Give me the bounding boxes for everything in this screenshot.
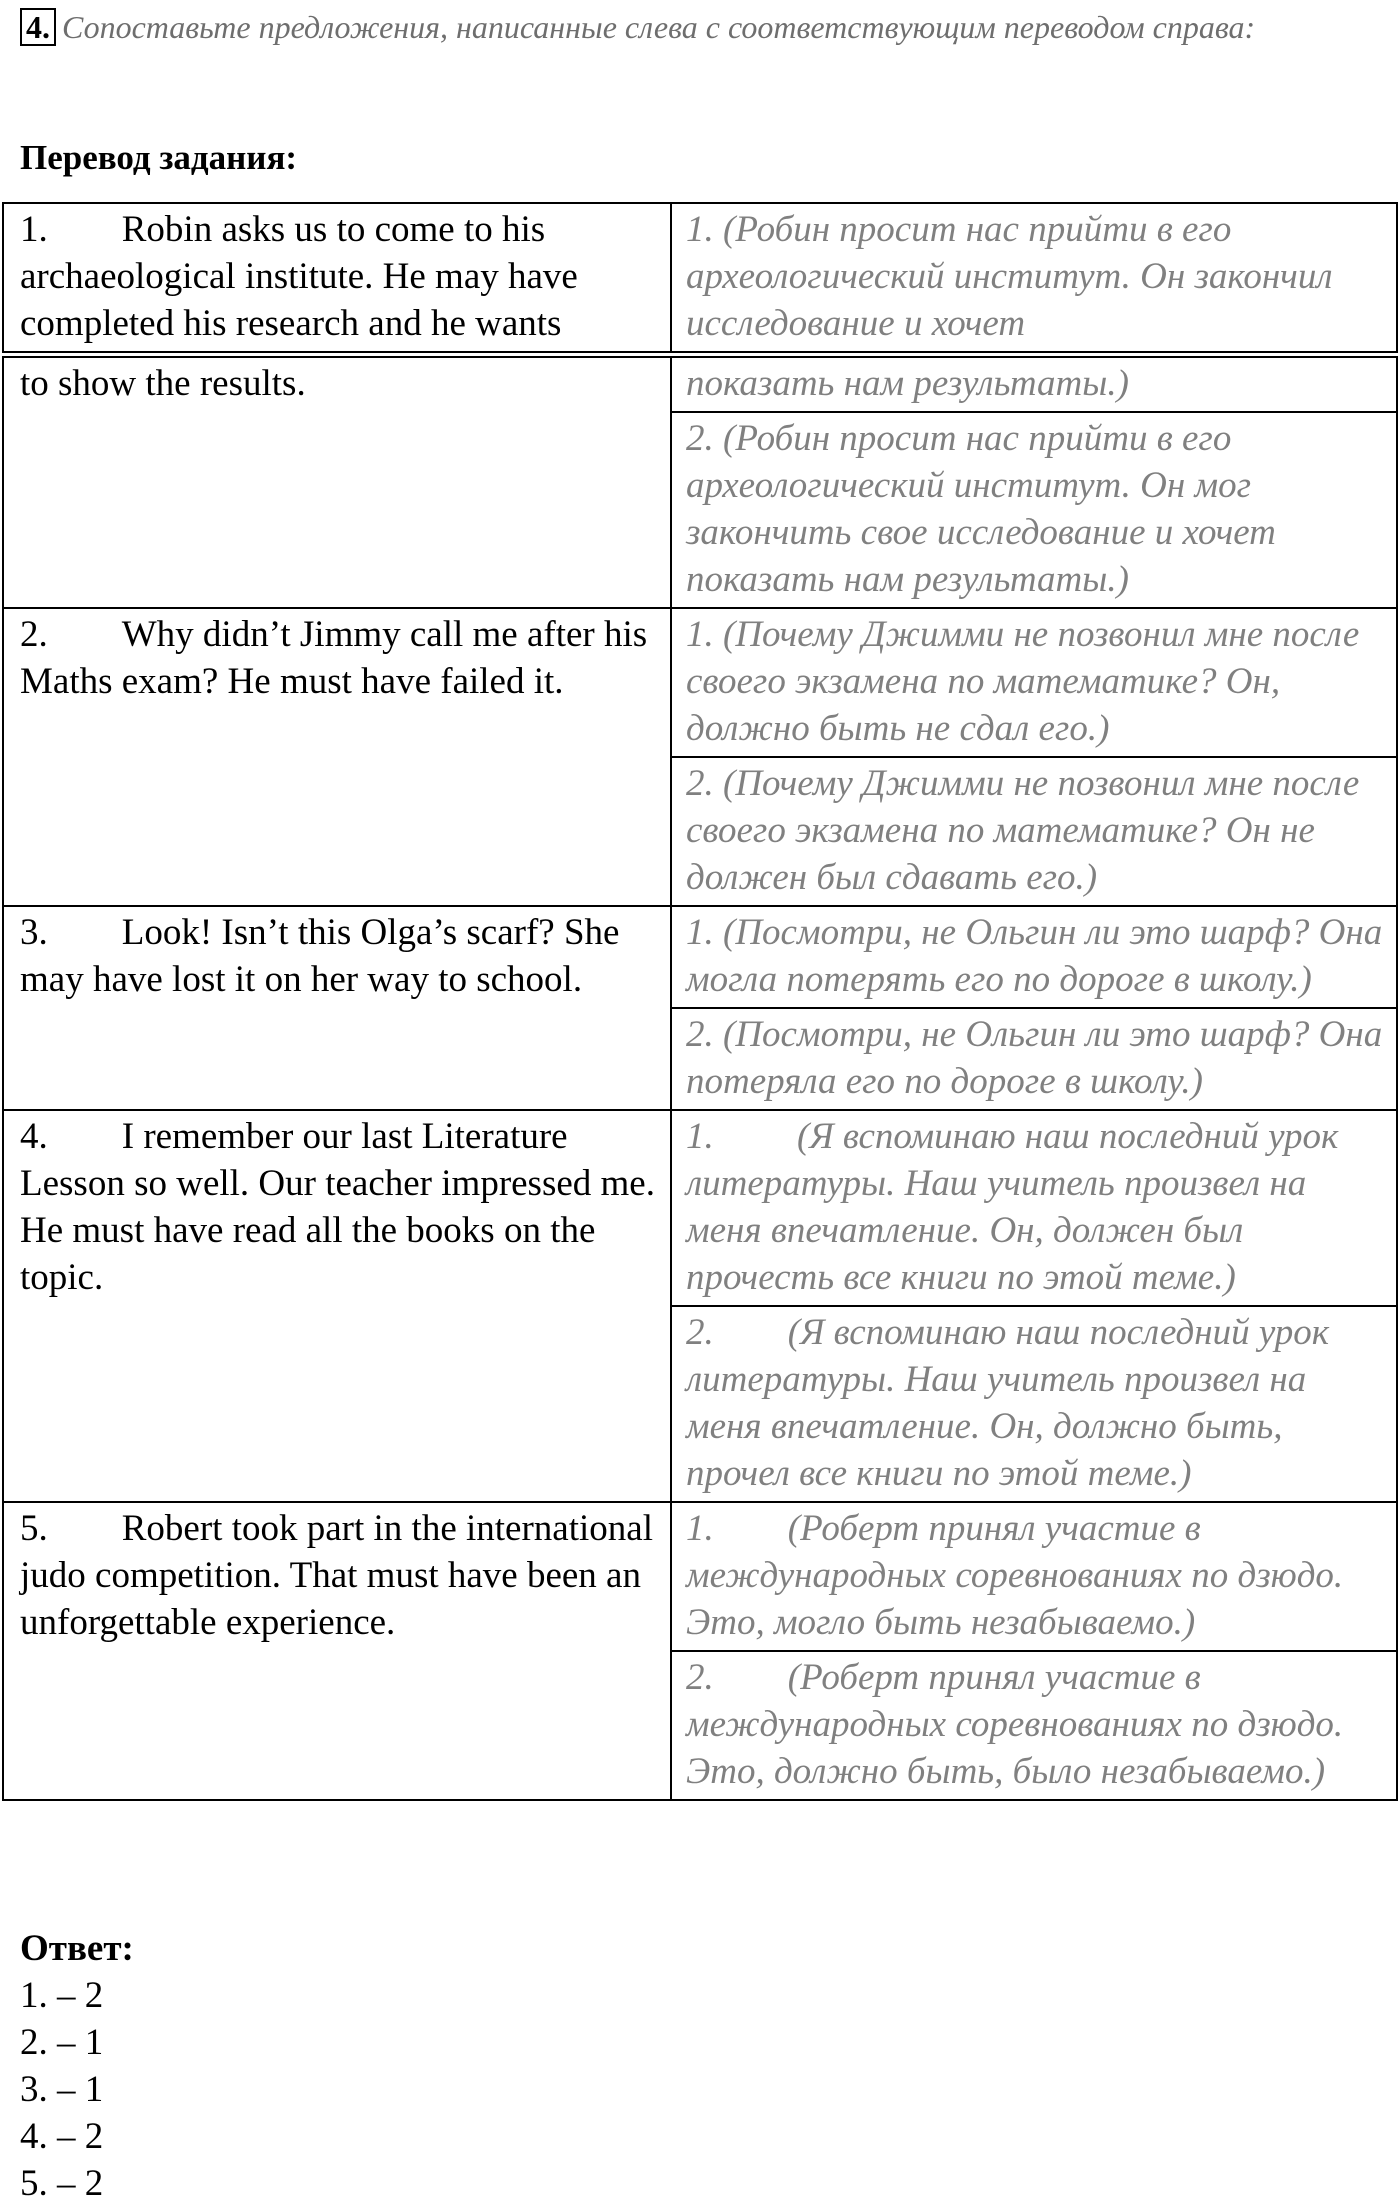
english-sentence-5: 5. Robert took part in the international judo competition. That must have been an unforgettable experience. [3, 1502, 671, 1800]
answer-item: 2. – 1 [20, 2022, 104, 2063]
table-row [3, 608, 1397, 757]
answer-title: Ответ: [20, 1928, 134, 1969]
russian-option-1-2: 2. (Робин просит нас прийти в его археологический институт. Он мог закончить свое исследование и хочет показать нам результаты.) [671, 412, 1397, 608]
answer-item: 4. – 2 [20, 2116, 104, 2157]
answer-item: 5. – 2 [20, 2163, 104, 2204]
table-row [3, 1110, 1397, 1306]
english-sentence-4: 4. I remember our last Literature Lesson so well. Our teacher impressed me. He must have read all the books on the topic. [3, 1110, 671, 1502]
task-number: 4. [20, 8, 56, 46]
russian-option-2-2: 2. (Почему Джимми не позвонил мне после своего экзамена по математике? Он не должен был сдавать его.) [671, 757, 1397, 906]
translation-table-part-1 [2, 202, 1398, 353]
section-title: Перевод задания: [20, 138, 298, 177]
translation-table-part-2 [2, 356, 1398, 1801]
table-row [3, 906, 1397, 1008]
russian-option-3-2: 2. (Посмотри, не Ольгин ли это шарф? Она потеряла его по дороге в школу.) [671, 1008, 1397, 1110]
russian-option-5-1: 1. (Роберт принял участие в международных соревнованиях по дзюдо. Это, могло быть незабываемо.) [671, 1502, 1397, 1651]
russian-option-5-2: 2. (Роберт принял участие в международных соревнованиях по дзюдо. Это, должно быть, было незабываемо.) [671, 1651, 1397, 1800]
answer-item: 1. – 2 [20, 1975, 104, 2016]
task-instruction: Сопоставьте предложения, написанные слева с соответствующим переводом справа: [62, 9, 1256, 45]
task-header [20, 8, 1370, 46]
table-row [3, 203, 1397, 352]
russian-option-3-1: 1. (Посмотри, не Ольгин ли это шарф? Она могла потерять его по дороге в школу.) [671, 906, 1397, 1008]
russian-option-4-2: 2. (Я вспоминаю наш последний урок литературы. Наш учитель произвел на меня впечатление. Он, должно быть, прочел все книги по этой теме.) [671, 1306, 1397, 1502]
english-sentence-1-cont: to show the results. [3, 357, 671, 608]
answer-block [20, 1925, 134, 2207]
russian-option-2-1: 1. (Почему Джимми не позвонил мне после своего экзамена по математике? Он, должно быть не сдал его.) [671, 608, 1397, 757]
table-row [3, 1502, 1397, 1651]
answer-item: 3. – 1 [20, 2069, 104, 2110]
table-row [3, 357, 1397, 412]
russian-option-1-1-part2: показать нам результаты.) [671, 357, 1397, 412]
english-sentence-1: 1. Robin asks us to come to his archaeological institute. He may have completed his research and he wants [3, 203, 671, 352]
english-sentence-2: 2. Why didn’t Jimmy call me after his Maths exam? He must have failed it. [3, 608, 671, 906]
russian-option-1-1-part1: 1. (Робин просит нас прийти в его археологический институт. Он закончил исследование и хочет [671, 203, 1397, 352]
english-sentence-3: 3. Look! Isn’t this Olga’s scarf? She may have lost it on her way to school. [3, 906, 671, 1110]
russian-option-4-1: 1. (Я вспоминаю наш последний урок литературы. Наш учитель произвел на меня впечатление. Он, должен был прочесть все книги по этой теме.) [671, 1110, 1397, 1306]
